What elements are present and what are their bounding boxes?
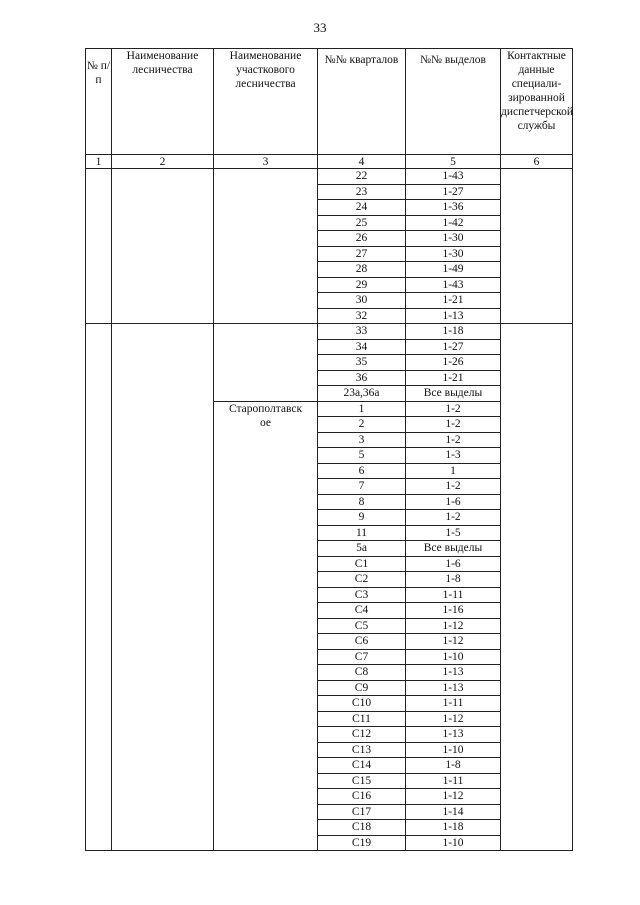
table-row bbox=[86, 169, 573, 185]
sections-cell: 1-3 bbox=[406, 448, 501, 464]
quarter-cell: 7 bbox=[318, 479, 406, 495]
page-number: 33 bbox=[313, 20, 327, 35]
sections-cell: 1-10 bbox=[406, 649, 501, 665]
quarter-cell: 23 bbox=[318, 184, 406, 200]
quarter-cell: С12 bbox=[318, 727, 406, 743]
quarter-cell: С14 bbox=[318, 758, 406, 774]
sections-cell: 1-12 bbox=[406, 711, 501, 727]
quarter-cell: С3 bbox=[318, 587, 406, 603]
sections-cell: 1-12 bbox=[406, 789, 501, 805]
empty-cell bbox=[501, 324, 573, 851]
column-number: 5 bbox=[406, 155, 501, 169]
sections-cell: 1-10 bbox=[406, 742, 501, 758]
quarter-cell: 36 bbox=[318, 370, 406, 386]
sections-cell: 1-10 bbox=[406, 835, 501, 851]
sections-cell: 1-18 bbox=[406, 820, 501, 836]
empty-cell bbox=[501, 169, 573, 324]
sections-cell: 1-13 bbox=[406, 727, 501, 743]
quarter-cell: С10 bbox=[318, 696, 406, 712]
quarter-cell: 30 bbox=[318, 293, 406, 309]
quarter-cell: С18 bbox=[318, 820, 406, 836]
quarter-cell: 24 bbox=[318, 200, 406, 216]
empty-cell bbox=[214, 324, 318, 402]
column-number: 2 bbox=[112, 155, 214, 169]
quarter-cell: 35 bbox=[318, 355, 406, 371]
sections-cell: Все выделы bbox=[406, 386, 501, 402]
sections-cell: 1-16 bbox=[406, 603, 501, 619]
empty-cell bbox=[86, 324, 112, 851]
quarter-cell: 2 bbox=[318, 417, 406, 433]
header-dispatch-contacts: Контактные данные специали-зированной диспетчерской службы bbox=[501, 49, 573, 155]
sections-cell: 1-12 bbox=[406, 634, 501, 650]
table-header-row bbox=[86, 49, 573, 155]
sections-cell: 1-2 bbox=[406, 479, 501, 495]
sections-cell: 1-27 bbox=[406, 184, 501, 200]
header-row-number: № п/п bbox=[86, 49, 112, 155]
sections-cell: 1-13 bbox=[406, 665, 501, 681]
empty-cell bbox=[214, 169, 318, 324]
sections-cell: 1-6 bbox=[406, 494, 501, 510]
sections-cell: 1-49 bbox=[406, 262, 501, 278]
sections-cell: 1-11 bbox=[406, 773, 501, 789]
quarter-cell: 9 bbox=[318, 510, 406, 526]
quarter-cell: С7 bbox=[318, 649, 406, 665]
column-number: 3 bbox=[214, 155, 318, 169]
quarter-cell: 26 bbox=[318, 231, 406, 247]
sections-cell: 1-26 bbox=[406, 355, 501, 371]
quarter-cell: 8 bbox=[318, 494, 406, 510]
sections-cell: 1-8 bbox=[406, 572, 501, 588]
quarter-cell: 11 bbox=[318, 525, 406, 541]
quarter-cell: С11 bbox=[318, 711, 406, 727]
quarter-cell: 3 bbox=[318, 432, 406, 448]
quarter-cell: 6 bbox=[318, 463, 406, 479]
sections-cell: 1-21 bbox=[406, 370, 501, 386]
sections-cell: 1-5 bbox=[406, 525, 501, 541]
sections-cell: 1-13 bbox=[406, 680, 501, 696]
column-number: 4 bbox=[318, 155, 406, 169]
header-sub-forestry-name: Наименование участкового лесничества bbox=[214, 49, 318, 155]
sub-forestry-name: Старополтавское bbox=[214, 401, 318, 851]
quarter-cell: С6 bbox=[318, 634, 406, 650]
empty-cell bbox=[112, 169, 214, 324]
header-quarter-numbers: №№ кварталов bbox=[318, 49, 406, 155]
quarter-cell: С9 bbox=[318, 680, 406, 696]
sections-cell: Все выделы bbox=[406, 541, 501, 557]
header-section-numbers: №№ выделов bbox=[406, 49, 501, 155]
sections-cell: 1 bbox=[406, 463, 501, 479]
sections-cell: 1-13 bbox=[406, 308, 501, 324]
sections-cell: 1-8 bbox=[406, 758, 501, 774]
sections-cell: 1-12 bbox=[406, 618, 501, 634]
sections-cell: 1-30 bbox=[406, 246, 501, 262]
quarter-cell: С8 bbox=[318, 665, 406, 681]
sections-cell: 1-43 bbox=[406, 169, 501, 185]
column-number-row bbox=[86, 155, 573, 169]
forest-quarters-table bbox=[85, 48, 573, 851]
quarter-cell: С5 bbox=[318, 618, 406, 634]
quarter-cell: 28 bbox=[318, 262, 406, 278]
quarter-cell: 29 bbox=[318, 277, 406, 293]
quarter-cell: 25 bbox=[318, 215, 406, 231]
sections-cell: 1-21 bbox=[406, 293, 501, 309]
sections-cell: 1-43 bbox=[406, 277, 501, 293]
sections-cell: 1-42 bbox=[406, 215, 501, 231]
sections-cell: 1-27 bbox=[406, 339, 501, 355]
sections-cell: 1-36 bbox=[406, 200, 501, 216]
sections-cell: 1-18 bbox=[406, 324, 501, 340]
sections-cell: 1-11 bbox=[406, 696, 501, 712]
quarter-cell: С19 bbox=[318, 835, 406, 851]
sections-cell: 1-2 bbox=[406, 432, 501, 448]
sections-cell: 1-2 bbox=[406, 401, 501, 417]
sections-cell: 1-11 bbox=[406, 587, 501, 603]
sections-cell: 1-2 bbox=[406, 417, 501, 433]
quarter-cell: С1 bbox=[318, 556, 406, 572]
quarter-cell: 32 bbox=[318, 308, 406, 324]
quarter-cell: 5а bbox=[318, 541, 406, 557]
quarter-cell: 23а,36а bbox=[318, 386, 406, 402]
sections-cell: 1-6 bbox=[406, 556, 501, 572]
empty-cell bbox=[112, 324, 214, 851]
column-number: 1 bbox=[86, 155, 112, 169]
table-row bbox=[86, 324, 573, 340]
empty-cell bbox=[86, 169, 112, 324]
quarter-cell: С13 bbox=[318, 742, 406, 758]
quarter-cell: С16 bbox=[318, 789, 406, 805]
quarter-cell: С2 bbox=[318, 572, 406, 588]
sections-cell: 1-30 bbox=[406, 231, 501, 247]
quarter-cell: 34 bbox=[318, 339, 406, 355]
quarter-cell: 1 bbox=[318, 401, 406, 417]
quarter-cell: С17 bbox=[318, 804, 406, 820]
quarter-cell: С4 bbox=[318, 603, 406, 619]
header-forestry-name: Наименование лесничества bbox=[112, 49, 214, 155]
quarter-cell: 33 bbox=[318, 324, 406, 340]
quarter-cell: 27 bbox=[318, 246, 406, 262]
quarter-cell: 22 bbox=[318, 169, 406, 185]
quarter-cell: 5 bbox=[318, 448, 406, 464]
sections-cell: 1-14 bbox=[406, 804, 501, 820]
column-number: 6 bbox=[501, 155, 573, 169]
sections-cell: 1-2 bbox=[406, 510, 501, 526]
quarter-cell: С15 bbox=[318, 773, 406, 789]
